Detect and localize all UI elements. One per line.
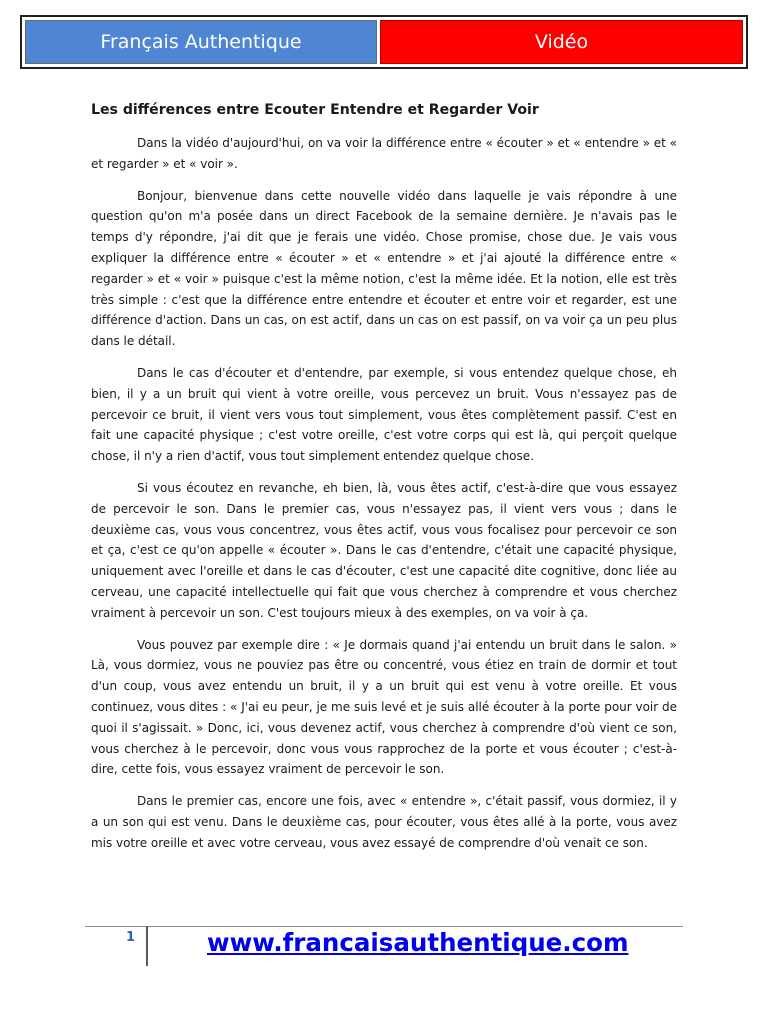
paragraph-example: Vous pouvez par exemple dire : « Je dormais quand j'ai entendu un bruit dans le salon. » Là, vous dormiez, vous ne pouviez pas être ou concentré, vous étiez en train de dormir et tout d'un coup, vous avez entendu un bruit, il y a un bruit qui est venu à votre oreille. Et vous continuez, vous dites : « J'ai eu peur, je me suis levé et je suis allé écouter à la porte pour voir de quoi il s'agissait. » Donc, ici, vous devenez actif, vous cherchez à comprendre d'où vient ce son, vous cherchez à le percevoir, donc vous vous rapprochez de la porte et vous écouter ; c'est-à-dire, cette fois, vous essayez vraiment de percevoir le son. — [91, 637, 677, 777]
document-body — [91, 100, 677, 865]
page-header — [20, 15, 748, 69]
brand-banner — [25, 20, 377, 64]
website-link[interactable]: www.francaisauthentique.com — [207, 928, 629, 957]
video-banner — [380, 20, 743, 64]
footer-vertical-divider — [146, 926, 148, 966]
paragraph-intro: Dans la vidéo d'aujourd'hui, on va voir la différence entre « écouter » et « entendre » et « et regarder » et « voir ». — [91, 136, 677, 171]
footer-divider — [85, 926, 683, 927]
paragraph-bonjour: Bonjour, bienvenue dans cette nouvelle vidéo dans laquelle je vais répondre à une question qu'on m'a posée dans un direct Facebook de la semaine dernière. Je n'avais pas le temps d'y répondre, j'ai dit que je ferais une vidéo. Chose promise, chose due. Je vais vous expliquer la différence entre « écouter » et « entendre » et j'ai ajouté la différence entre « regarder » et « voir » puisque c'est la même notion, c'est la même idée. Et la notion, elle est très très simple : c'est que la différence entre entendre et écouter et entre voir et regarder, est une différence d'action. Dans un cas, on est actif, dans un cas on est passif, on va voir ça un peu plus dans le détail. — [91, 188, 677, 349]
paragraph-ecouter: Si vous écoutez en revanche, eh bien, là, vous êtes actif, c'est-à-dire que vous essayez de percevoir le son. Dans le premier cas, vous n'essayez pas, il vient vers vous ; dans le deuxième cas, vous vous concentrez, vous êtes actif, vous vous focalisez pour percevoir ce son et ça, c'est ce qu'on appelle « écouter ». Dans le cas d'entendre, c'était une capacité physique, uniquement avec l'oreille et dans le cas d'écouter, c'est une capacité dite cognitive, donc liée au cerveau, une capacité intellectuelle qui fait que vous cherchez à comprendre et vous cherchez vraiment à percevoir un son. C'est toujours mieux à des exemples, on va voir à ça. — [91, 480, 677, 620]
page-number: 1 — [126, 930, 136, 945]
paragraph-summary: Dans le premier cas, encore une fois, avec « entendre », c'était passif, vous dormiez, il y a un son qui est venu. Dans le deuxième cas, pour écouter, vous êtes allé à la porte, vous avez mis votre oreille et avec votre cerveau, vous avez essayé de comprendre d'où venait ce son. — [91, 794, 677, 850]
document-title: Les différences entre Ecouter Entendre et Regarder Voir — [91, 102, 539, 118]
brand-title: Français Authentique — [100, 31, 302, 53]
paragraph-entendre: Dans le cas d'écouter et d'entendre, par exemple, si vous entendez quelque chose, eh bien, il y a un bruit qui vient à votre oreille, vous percevez un bruit. Vous n'essayez pas de percevoir ce bruit, il vient vers vous tout simplement, vous êtes complètement passif. C'est en fait une capacité physique ; c'est votre oreille, c'est votre corps qui est là, qui perçoit quelque chose, il n'y a rien d'actif, vous tout simplement entendez quelque chose. — [91, 365, 677, 464]
video-label: Vidéo — [534, 31, 589, 53]
